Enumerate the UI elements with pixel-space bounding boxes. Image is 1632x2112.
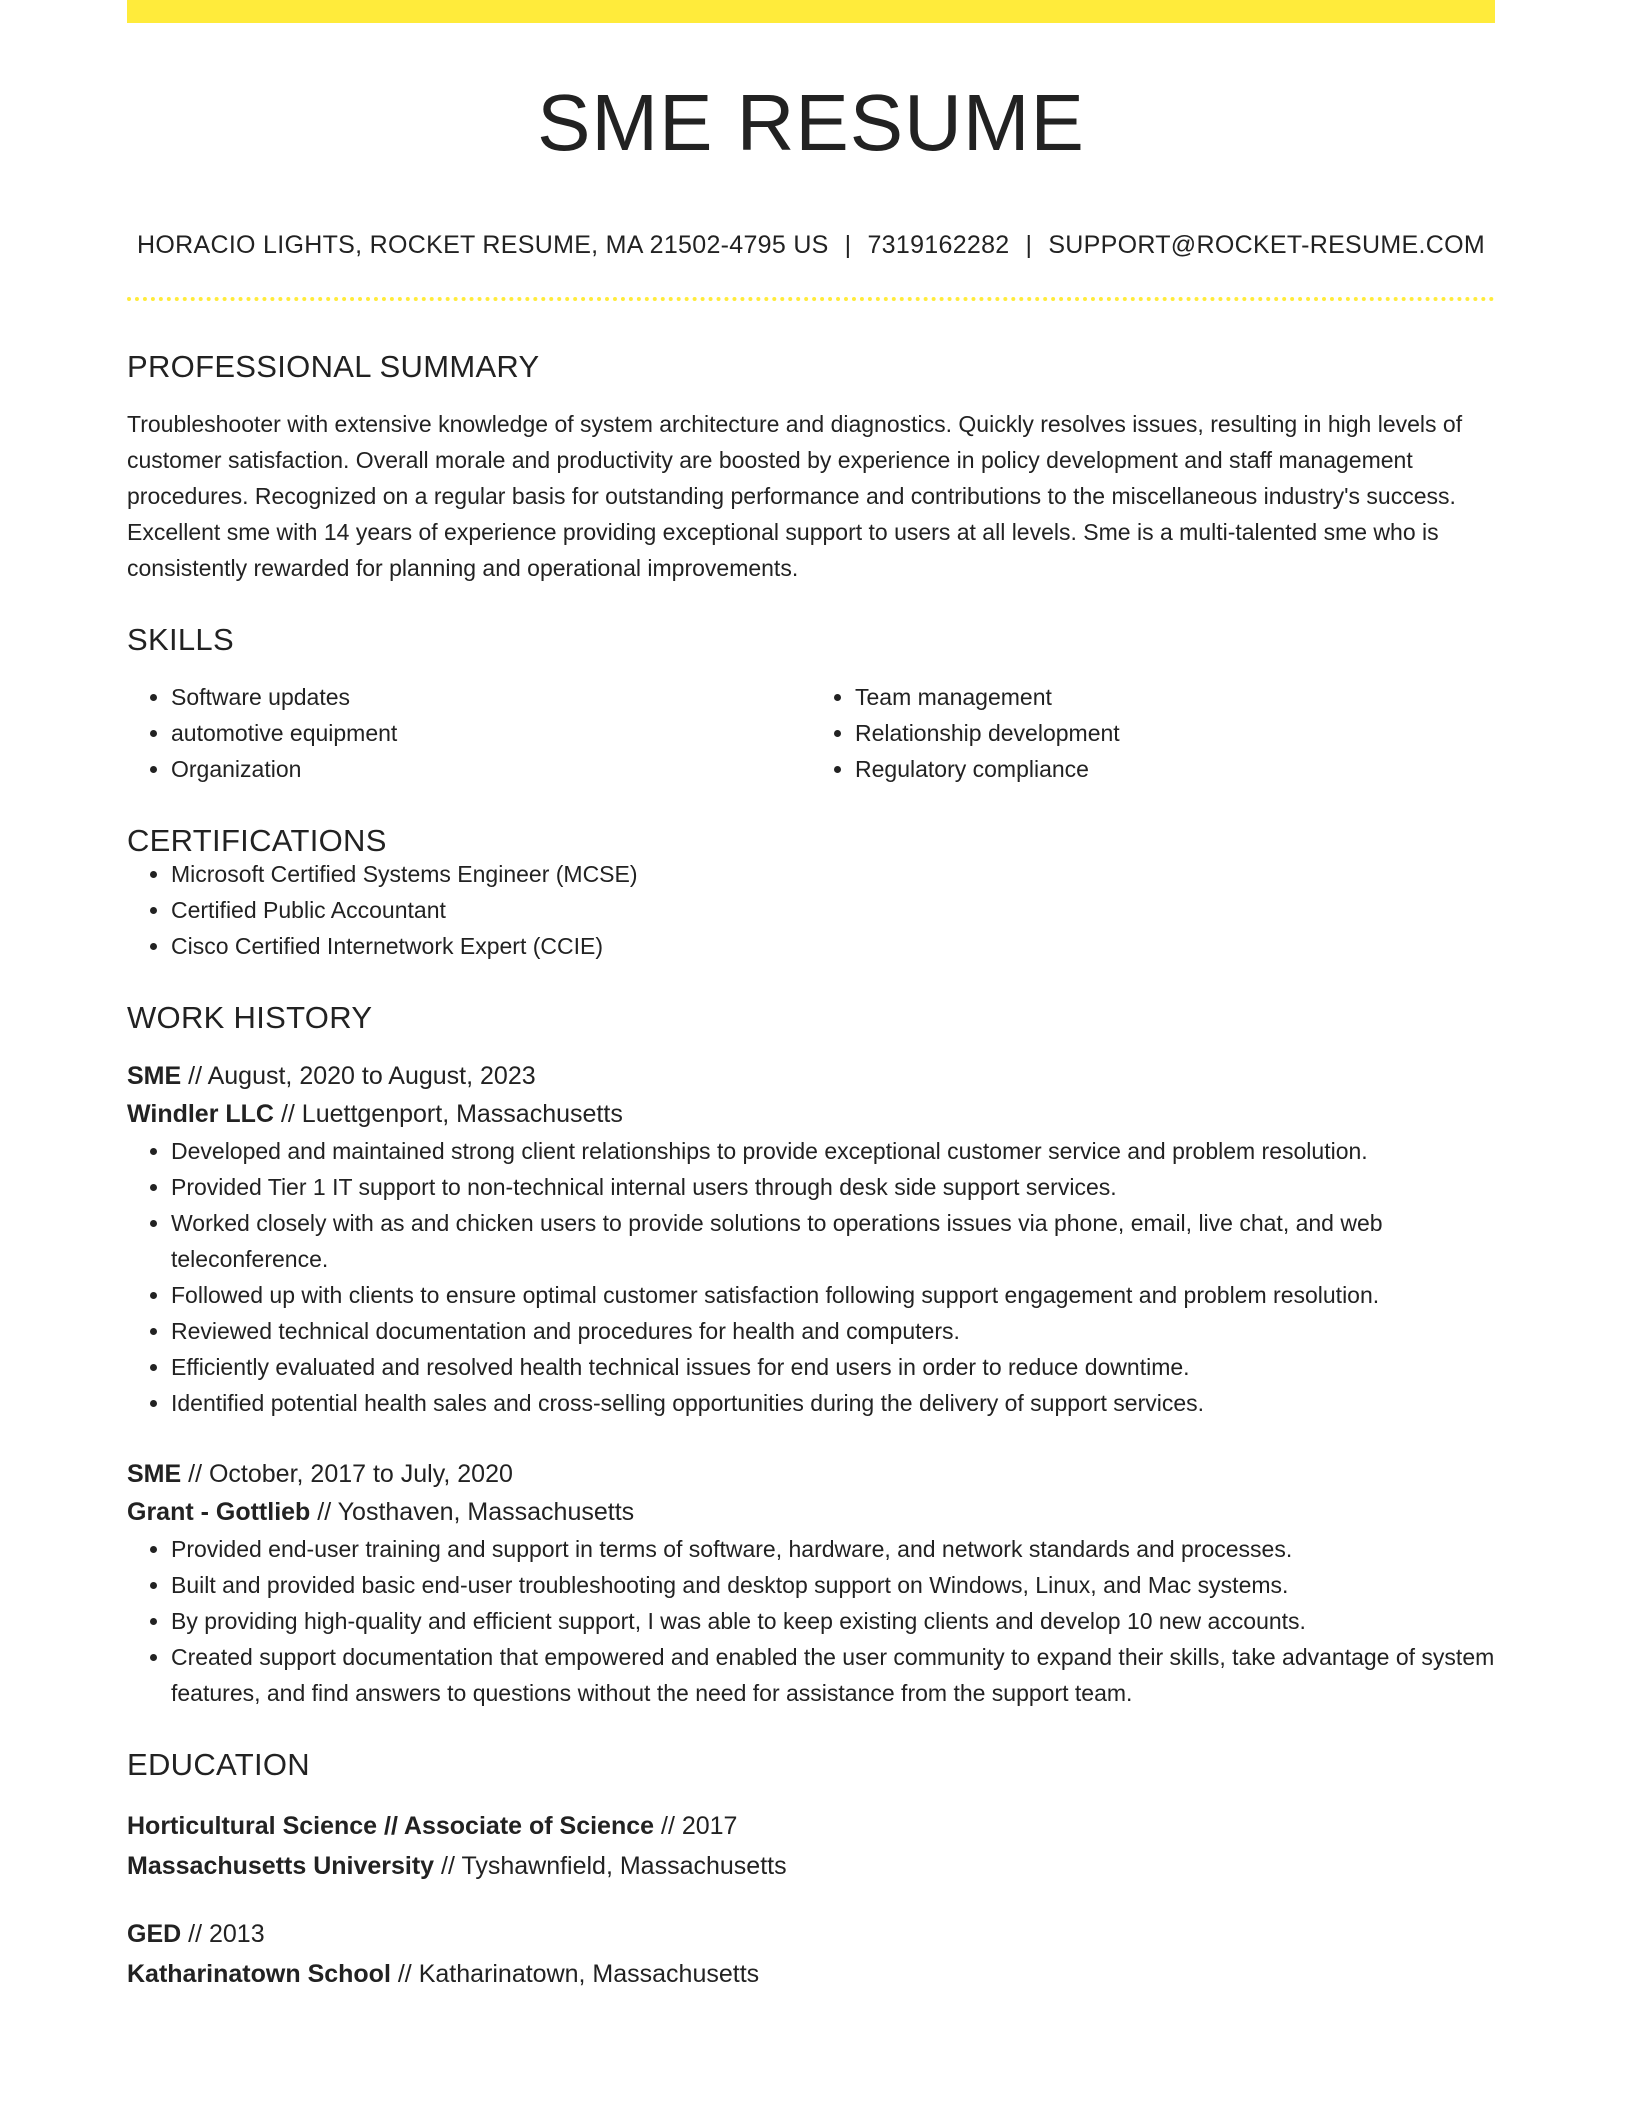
skills-column-left — [127, 679, 811, 787]
separator: // — [181, 1460, 209, 1488]
job-role: SME — [127, 1062, 182, 1090]
job-location: Yosthaven, Massachusetts — [337, 1498, 635, 1526]
job-role-line — [127, 1057, 1495, 1095]
work-history-heading: WORK HISTORY — [127, 1000, 373, 1035]
job-bullets — [127, 1531, 1495, 1711]
dotted-divider — [127, 297, 1495, 301]
job-location: Luettgenport, Massachusetts — [301, 1100, 623, 1128]
resume-page — [127, 0, 1495, 1994]
job-entry — [127, 1057, 1495, 1421]
resume-title: SME RESUME — [537, 78, 1085, 167]
job-role: SME — [127, 1460, 182, 1488]
job-bullet: • Worked closely with as and chicken users to provide solutions to operations issues via phone, email, live chat, and web teleconference. — [171, 1205, 1495, 1277]
education-school: Katharinatown School — [127, 1960, 391, 1988]
job-bullet: • Developed and maintained strong client relationships to provide exceptional customer service and problem resolution. — [171, 1133, 1495, 1169]
education-entry — [127, 1806, 1495, 1886]
education-location: Tyshawnfield, Massachusetts — [461, 1852, 787, 1880]
education-year: 2013 — [208, 1920, 265, 1948]
job-company-line — [127, 1095, 1495, 1133]
certifications-heading: CERTIFICATIONS — [127, 823, 387, 858]
separator: // — [274, 1100, 302, 1128]
contact-line — [127, 233, 1495, 258]
certification-item: • Certified Public Accountant — [171, 892, 1495, 928]
education-school: Massachusetts University — [127, 1852, 435, 1880]
job-bullet: • Identified potential health sales and cross-selling opportunities during the delivery of support services. — [171, 1385, 1495, 1421]
skills-list — [127, 679, 1495, 787]
job-company: Grant - Gottlieb — [127, 1498, 311, 1526]
skill-item: • automotive equipment — [171, 715, 811, 751]
job-role-line — [127, 1455, 1495, 1493]
certifications-list — [127, 856, 1495, 964]
education-entry — [127, 1914, 1495, 1994]
education-year: 2017 — [681, 1812, 738, 1840]
skill-item: • Organization — [171, 751, 811, 787]
education-heading: EDUCATION — [127, 1747, 310, 1782]
job-bullet: • Created support documentation that empowered and enabled the user community to expand their skills, take advantage of system features, and find answers to questions without the need for assistance from the support team. — [171, 1639, 1495, 1711]
contact-email: SUPPORT@ROCKET-RESUME.COM — [1048, 231, 1485, 259]
certification-item: • Cisco Certified Internetwork Expert (CCIE) — [171, 928, 1495, 964]
education-degree-line — [127, 1806, 1495, 1846]
job-dates: August, 2020 to August, 2023 — [207, 1062, 536, 1090]
job-company: Windler LLC — [127, 1100, 274, 1128]
certification-item: • Microsoft Certified Systems Engineer (MCSE) — [171, 856, 1495, 892]
job-bullet: • By providing high-quality and efficient support, I was able to keep existing clients and develop 10 new accounts. — [171, 1603, 1495, 1639]
job-dates: October, 2017 to July, 2020 — [208, 1460, 513, 1488]
job-bullets — [127, 1133, 1495, 1421]
separator: // — [654, 1812, 682, 1840]
contact-separator: | — [1025, 231, 1033, 259]
contact-phone: 7319162282 — [867, 231, 1010, 259]
job-bullet: • Provided end-user training and support in terms of software, hardware, and network standards and processes. — [171, 1531, 1495, 1567]
education-degree-line — [127, 1914, 1495, 1954]
job-bullet: • Followed up with clients to ensure optimal customer satisfaction following support engagement and problem resolution. — [171, 1277, 1495, 1313]
job-bullet: • Provided Tier 1 IT support to non-technical internal users through desk side support services. — [171, 1169, 1495, 1205]
separator: // — [390, 1960, 419, 1988]
separator: // — [181, 1062, 208, 1090]
job-bullet: • Efficiently evaluated and resolved health technical issues for end users in order to reduce downtime. — [171, 1349, 1495, 1385]
education-school-line — [127, 1954, 1495, 1994]
separator: // — [310, 1498, 338, 1526]
contact-address: HORACIO LIGHTS, ROCKET RESUME, MA 21502-4795 US — [137, 231, 829, 259]
skills-column-right — [811, 679, 1495, 787]
summary-text: Troubleshooter with extensive knowledge of system architecture and diagnostics. Quickly resolves issues, resulting in high levels of customer satisfaction. Overall morale and productivity are boosted by experience in policy development and staff management procedures. Recognized on a regular basis for outstanding performance and contributions to the miscellaneous industry's success. Excellent sme with 14 years of experience providing exceptional support to users at all levels. Sme is a multi-talented sme who is consistently rewarded for planning and operational improvements. — [127, 411, 1463, 581]
skill-item: • Software updates — [171, 679, 811, 715]
skill-item: • Relationship development — [855, 715, 1495, 751]
top-accent-bar — [127, 0, 1495, 23]
job-bullet: • Reviewed technical documentation and procedures for health and computers. — [171, 1313, 1495, 1349]
separator: // — [181, 1920, 209, 1948]
skill-item: • Regulatory compliance — [855, 751, 1495, 787]
separator: // — [434, 1852, 462, 1880]
skill-item: • Team management — [855, 679, 1495, 715]
job-company-line — [127, 1493, 1495, 1531]
education-school-line — [127, 1846, 1495, 1886]
job-entry — [127, 1455, 1495, 1711]
contact-separator: | — [844, 231, 852, 259]
job-bullet: • Built and provided basic end-user troubleshooting and desktop support on Windows, Linux, and Mac systems. — [171, 1567, 1495, 1603]
education-degree: Horticultural Science // Associate of Science — [127, 1812, 655, 1840]
summary-heading: PROFESSIONAL SUMMARY — [127, 349, 540, 384]
education-location: Katharinatown, Massachusetts — [418, 1960, 760, 1988]
skills-heading: SKILLS — [127, 622, 234, 657]
education-degree: GED — [127, 1920, 182, 1948]
